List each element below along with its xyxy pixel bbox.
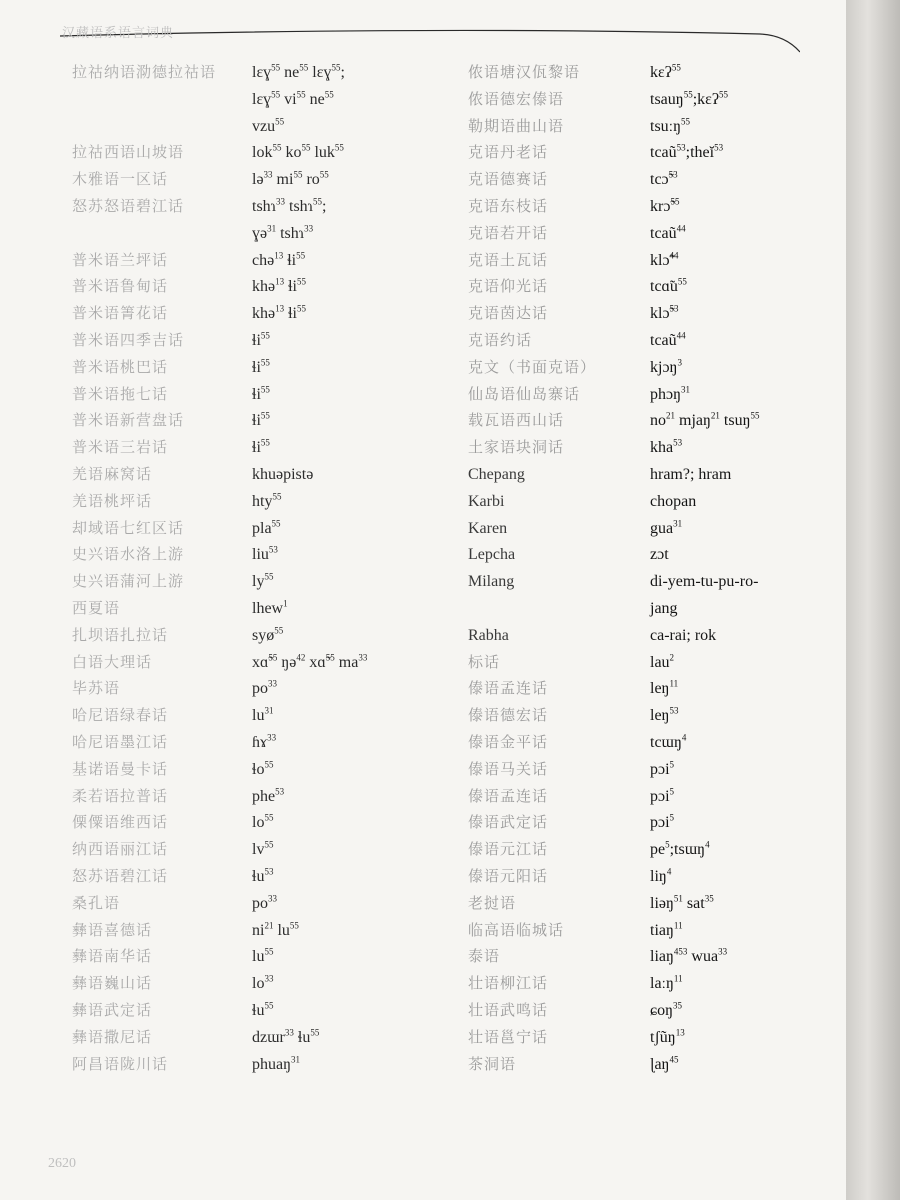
- word-form-right: lau$^2$: [650, 652, 675, 671]
- language-name-right: 克语东枝话: [468, 199, 549, 215]
- table-row: [0, 87, 846, 113]
- language-name-right: 茶洞语: [468, 1056, 517, 1073]
- word-form-right: $tcɑ̃u^{55}$: [650, 277, 687, 296]
- language-name-right: 侬语德宏傣语: [468, 91, 565, 108]
- word-form-left: tshɿ$^{33}$ tshɿ$^{55}$;: [252, 196, 327, 215]
- word-form-left: khuəpistə: [252, 466, 314, 483]
- language-name-left: 普米语三岩话: [72, 440, 169, 457]
- language-name-right: 傣语武定话: [468, 815, 549, 832]
- language-name-right: 克语土瓦话: [468, 252, 549, 269]
- word-form-right: tcaũ$^{53}$;theĭ$^{53}$: [650, 143, 724, 162]
- language-name-left: 却域语七红区话: [72, 520, 185, 537]
- language-name-right: 傣语德宏话: [468, 708, 549, 725]
- word-form-left: ɬi$^{55}$: [252, 357, 270, 376]
- language-name-right: 泰语: [468, 949, 501, 966]
- word-form-left: hty$^{55}$: [252, 491, 282, 510]
- word-form-left: ɬu$^{55}$: [252, 1000, 274, 1019]
- page-edge: [846, 0, 900, 1200]
- language-name-right: 老挝语: [468, 895, 517, 912]
- language-name-right: 克语茵达话: [468, 306, 549, 323]
- language-name-right: 克语约话: [468, 333, 533, 349]
- language-name-left: 木雅语一区话: [72, 172, 169, 189]
- language-name-right: 侬语塘汉佤黎语: [468, 65, 581, 81]
- word-form-right: $no^{21}$ mjaŋ$^{21}$ tsuŋ$^{55}$: [650, 411, 760, 430]
- language-name-left: 羌语麻窝话: [72, 467, 153, 483]
- language-name-left: 普米语箐花话: [72, 306, 169, 323]
- language-name-left: 纳西语丽江话: [72, 842, 169, 859]
- language-name-right: 克语德赛话: [468, 172, 549, 189]
- table-row: [0, 784, 846, 810]
- word-form-right: tcaũ$^{44}$: [650, 330, 686, 349]
- language-name-left: 史兴语蒲河上游: [72, 574, 185, 591]
- language-name-right: 傣语马关话: [468, 761, 549, 778]
- language-name-right: 标话: [468, 654, 501, 671]
- language-name-left: 柔若语拉普话: [72, 788, 169, 805]
- word-form-left: $lo^{55}$: [252, 813, 274, 832]
- word-form-left: lɛɣ$^{55}$ $ne^{55}$ lɛɣ$^{55}$;: [252, 62, 345, 81]
- table-row: [0, 221, 846, 247]
- table-row: [0, 864, 846, 890]
- table-row: [0, 435, 846, 461]
- word-form-right: zɔt: [650, 546, 669, 564]
- word-form-left: ɬo$^{55}$: [252, 759, 274, 778]
- table-row: [0, 810, 846, 836]
- table-row: [0, 301, 846, 327]
- word-form-left: $po^{33}$: [252, 893, 277, 912]
- language-name-right: Karbi: [468, 492, 505, 510]
- language-name-left: 拉祜西语山坡语: [72, 145, 185, 162]
- language-name-left: 彝语撒尼话: [72, 1029, 153, 1046]
- word-form-left: ɬi$^{55}$: [252, 411, 270, 430]
- table-row: [0, 516, 846, 542]
- language-name-right: 壮语武鸣话: [468, 1003, 549, 1019]
- word-form-right: ɕoŋ$^{35}$: [650, 1000, 683, 1019]
- table-row: [0, 60, 846, 86]
- word-form-left: $lu^{31}$: [252, 705, 274, 725]
- language-name-right: 傣语元江话: [468, 842, 549, 859]
- table-row: [0, 596, 846, 622]
- language-name-left: 普米语桃巴话: [72, 359, 169, 376]
- word-form-right: $pe^5;tsɯŋ^4$: [650, 839, 710, 859]
- word-form-left: lhew$^1$: [252, 598, 288, 617]
- language-name-right: Karen: [468, 519, 508, 537]
- language-name-left: 普米语四季吉话: [72, 333, 185, 349]
- word-form-left: vzu$^{55}$: [252, 116, 285, 135]
- language-name-left: 扎坝语扎拉话: [72, 627, 169, 644]
- word-form-right: kɛʔ$^{55}$: [650, 62, 681, 81]
- table-row: [0, 891, 846, 917]
- word-form-left: phe$^{53}$: [252, 786, 285, 805]
- language-name-right: 仙岛语仙岛寨话: [468, 386, 581, 403]
- word-form-left: $lv^{55}$: [252, 839, 274, 859]
- word-form-right: liŋ$^4$: [650, 866, 672, 885]
- language-name-right: 勒期语曲山语: [468, 118, 565, 135]
- word-form-left: chə$^{13}$ ɬi$^{55}$: [252, 250, 306, 269]
- word-form-right: liaŋ$^{453}$ wua$^{33}$: [650, 947, 728, 966]
- word-form-right: hram?; hram: [650, 466, 732, 483]
- running-header: 汉藏语系语言词典: [62, 25, 175, 40]
- word-form-left: ɬi$^{55}$: [252, 330, 270, 349]
- table-row: [0, 328, 846, 354]
- word-form-left: ɬi$^{55}$: [252, 384, 270, 403]
- word-form-left: lok$^{55}$ $ko^{55}$ luk$^{55}$: [252, 143, 344, 162]
- word-form-right: jang: [650, 600, 678, 617]
- word-form-right: tcɔ̃$^{53}$: [650, 169, 678, 189]
- word-form-right: pɔi$^5$: [650, 759, 675, 778]
- language-name-left: 普米语新营盘话: [72, 413, 185, 430]
- word-form-right: tsuːŋ$^{55}$: [650, 116, 691, 135]
- table-row: [0, 703, 846, 729]
- table-row: [0, 1025, 846, 1051]
- language-name-right: 临高语临城话: [468, 922, 565, 939]
- word-form-right: tcaũ$^{44}$: [650, 223, 686, 242]
- word-form-right: kha$^{53}$: [650, 437, 683, 457]
- word-form-right: gua$^{31}$: [650, 518, 683, 537]
- table-row: [0, 542, 846, 568]
- language-name-left: 桑孔语: [72, 895, 121, 912]
- word-form-right: tsauŋ$^{55}$;kɛʔ$^{55}$: [650, 89, 728, 108]
- table-row: [0, 140, 846, 166]
- word-form-left: pla$^{55}$: [252, 518, 281, 537]
- language-name-left: 基诺语曼卡话: [72, 761, 169, 778]
- language-name-left: 怒苏怒语碧江话: [72, 199, 185, 215]
- language-name-right: 傣语金平话: [468, 735, 549, 751]
- language-name-left: 阿昌语陇川话: [72, 1056, 169, 1073]
- word-form-left: syø$^{55}$: [252, 625, 284, 644]
- word-form-right: di-yem-tu-pu-ro-: [650, 573, 759, 591]
- word-form-right: liəŋ$^{51}$ sat$^{35}$: [650, 893, 714, 912]
- word-form-left: $ni^{21}$ $lu^{55}$: [252, 920, 299, 939]
- language-name-left: 彝语喜德话: [72, 922, 153, 939]
- language-name-right: 克语若开话: [468, 225, 549, 242]
- word-form-right: leŋ$^{11}$: [650, 679, 679, 698]
- language-name-right: 傣语元阳话: [468, 869, 549, 885]
- word-form-left: $lu^{55}$: [252, 947, 274, 966]
- table-row: [0, 676, 846, 702]
- language-name-right: Lepcha: [468, 546, 516, 564]
- table-row: [0, 274, 846, 300]
- language-name-left: 白语大理话: [72, 654, 153, 671]
- word-form-right: kjɔŋ$^3$: [650, 357, 682, 376]
- language-name-left: 哈尼语墨江话: [72, 735, 169, 751]
- language-name-left: 普米语鲁甸话: [72, 279, 169, 296]
- table-row: [0, 623, 846, 649]
- table-row: [0, 944, 846, 970]
- language-name-left: 毕苏语: [72, 681, 121, 698]
- table-row: [0, 167, 846, 193]
- word-form-left: $lo^{33}$: [252, 973, 274, 993]
- language-name-right: 载瓦语西山话: [468, 413, 565, 430]
- word-form-left: $ly^{55}$: [252, 571, 274, 591]
- language-name-right: Chepang: [468, 466, 525, 483]
- table-row: [0, 248, 846, 274]
- language-name-left: 哈尼语绿春话: [72, 708, 169, 725]
- table-row: [0, 569, 846, 595]
- language-name-right: 壮语柳江话: [468, 976, 549, 993]
- language-name-right: 傣语孟连话: [468, 788, 549, 805]
- word-form-right: laːŋ$^{11}$: [650, 973, 683, 993]
- language-name-right: 傣语孟连话: [468, 681, 549, 698]
- word-form-right: pɔi$^5$: [650, 813, 675, 832]
- language-name-left: 普米语兰坪话: [72, 252, 169, 269]
- word-form-right: tcɯŋ$^4$: [650, 732, 687, 751]
- language-name-right: 克语丹老话: [468, 145, 549, 162]
- table-row: [0, 355, 846, 381]
- language-name-right: 壮语邕宁话: [468, 1029, 549, 1046]
- table-row: [0, 489, 846, 515]
- language-name-left: 西夏语: [72, 601, 121, 617]
- word-form-right: tiaŋ$^{11}$: [650, 920, 683, 939]
- word-form-left: dzɯr$^{33}$ ɬu$^{55}$: [252, 1027, 320, 1046]
- language-name-left: 怒苏语碧江话: [72, 869, 169, 885]
- table-row: [0, 971, 846, 997]
- word-form-right: phɔŋ$^{31}$: [650, 384, 691, 403]
- word-form-left: khə$^{13}$ ɬi$^{55}$: [252, 303, 306, 323]
- language-name-left: 羌语桃坪话: [72, 493, 153, 510]
- word-form-left: liu$^{53}$: [252, 545, 278, 564]
- language-name-right: 克文（书面克语）: [468, 359, 597, 376]
- word-form-left: khə$^{13}$ ɬi$^{55}$: [252, 277, 306, 296]
- table-row: [0, 918, 846, 944]
- table-row: [0, 730, 846, 756]
- word-form-right: klɔ̃$^{44}$: [650, 250, 679, 269]
- table-row: [0, 194, 846, 220]
- word-form-right: klɔ̃$^{53}$: [650, 303, 679, 323]
- language-name-left: 拉祜纳语泐德拉祜语: [72, 65, 217, 81]
- word-form-right: chopan: [650, 492, 697, 510]
- language-name-left: 普米语拖七话: [72, 386, 169, 403]
- language-name-left: 彝语武定话: [72, 1003, 153, 1019]
- table-row: [0, 757, 846, 783]
- table-row: [0, 998, 846, 1024]
- language-name-left: 彝语南华话: [72, 949, 153, 966]
- language-name-right: Milang: [468, 573, 515, 591]
- word-form-right: leŋ$^{53}$: [650, 705, 679, 725]
- table-row: [0, 837, 846, 863]
- word-form-right: tʃũŋ$^{13}$: [650, 1027, 685, 1046]
- word-form-left: ɬi$^{55}$: [252, 437, 270, 457]
- word-form-left: xɑ̃$^{55}$ ŋə$^{42}$ xɑ̃$^{55}$ $ma^{33}$: [252, 652, 368, 671]
- word-form-right: krɔ̃$^{55}$: [650, 196, 680, 215]
- language-name-left: 傈僳语维西话: [72, 815, 169, 832]
- language-name-left: 史兴语水洛上游: [72, 547, 185, 564]
- language-name-right: 土家语块洞话: [468, 440, 565, 457]
- table-row: [0, 650, 846, 676]
- word-form-left: lə$^{33}$ $mi^{55}$ $ro^{55}$: [252, 169, 329, 189]
- word-form-right: pɔi$^5$: [650, 786, 675, 805]
- table-row: [0, 114, 846, 140]
- word-form-left: ɬu$^{53}$: [252, 866, 274, 885]
- word-form-right: ca-rai; rok: [650, 626, 717, 644]
- language-name-left: 彝语巍山话: [72, 976, 153, 993]
- word-form-left: lɛɣ$^{55}$ $vi^{55}$ $ne^{55}$: [252, 89, 334, 108]
- word-form-left: phuaŋ$^{31}$: [252, 1054, 301, 1073]
- table-row: [0, 382, 846, 408]
- word-form-right: ɭaŋ$^{45}$: [650, 1054, 679, 1073]
- table-row: [0, 1052, 846, 1078]
- table-row: [0, 408, 846, 434]
- word-form-left: ɦɤ$^{33}$: [252, 732, 277, 751]
- language-name-right: Rabha: [468, 626, 509, 644]
- word-form-left: ɣə$^{31}$ tshɿ$^{33}$: [252, 223, 314, 242]
- word-form-left: $po^{33}$: [252, 679, 277, 698]
- page-number: 2620: [48, 1156, 76, 1171]
- table-row: [0, 462, 846, 488]
- language-name-right: 克语仰光话: [468, 279, 549, 296]
